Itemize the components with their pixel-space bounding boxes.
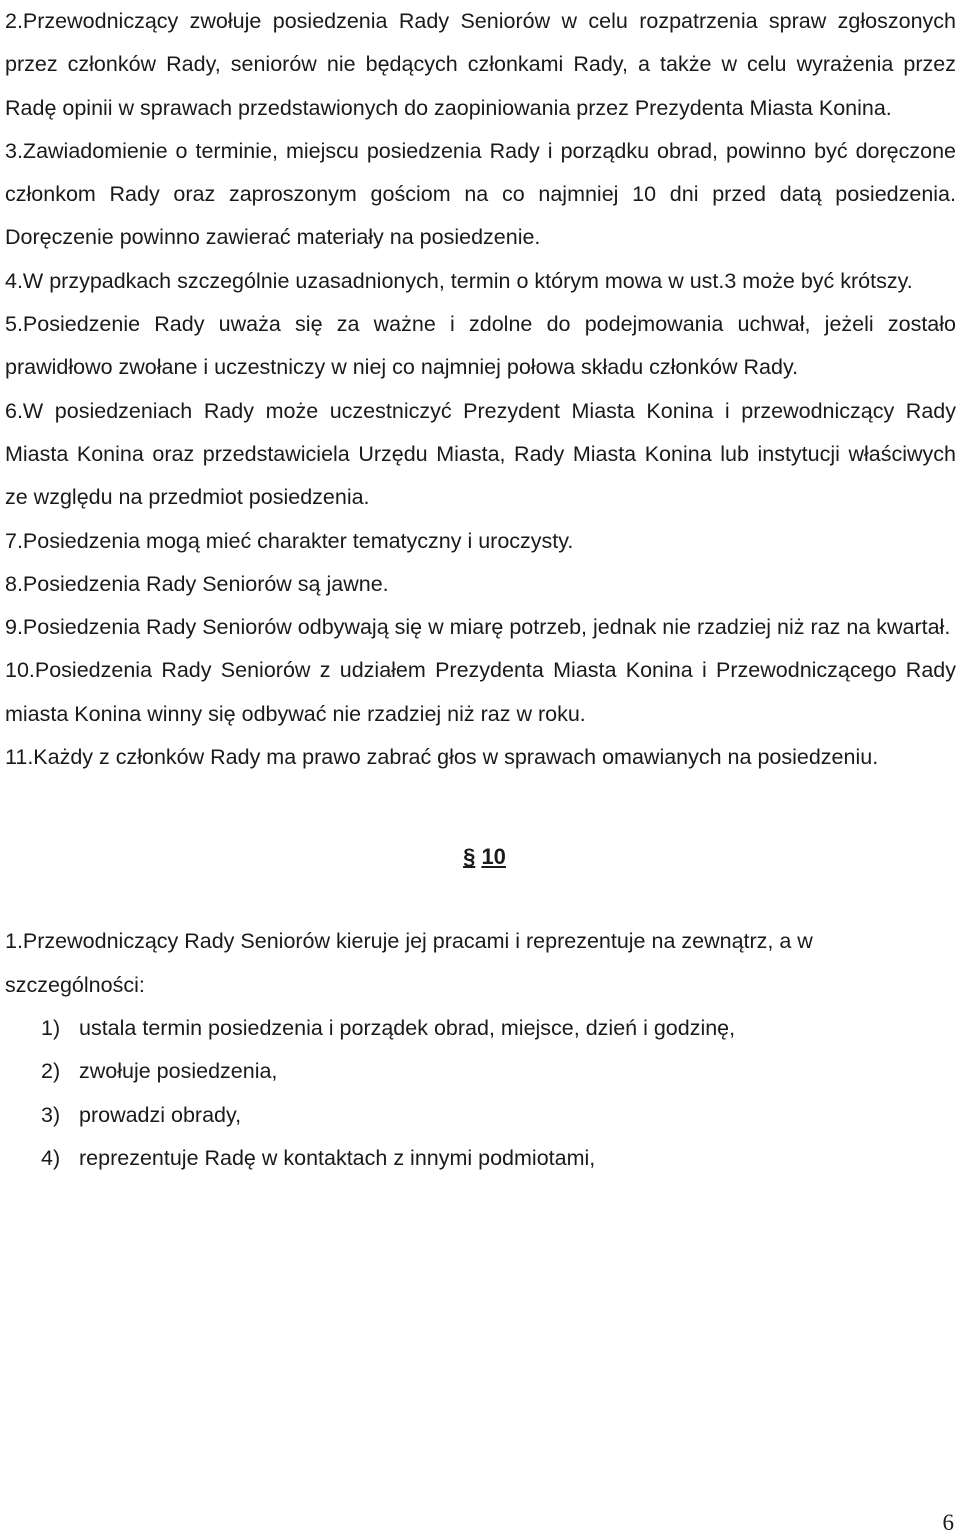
section-heading	[5, 835, 956, 878]
paragraph-5: 5.Posiedzenie Rady uważa się za ważne i zdolne do podejmowania uchwał, jeżeli zostało prawidłowo zwołane i uczestniczy w niej co najmniej połowa składu członków Rady.	[5, 312, 956, 380]
paragraph-9: 9.Posiedzenia Rady Seniorów odbywają się w miarę potrzeb, jednak nie rzadziej niż raz na kwartał.	[5, 615, 951, 640]
list-item-number: 1)	[41, 1015, 61, 1040]
paragraph-3: 3.Zawiadomienie o terminie, miejscu posiedzenia Rady i porządku obrad, powinno być doręczone członkom Rady oraz zaproszonym gościom na co najmniej 10 dni przed datą posiedzenia. Doręczenie powinno zawierać materiały na posiedzenie.	[5, 138, 956, 250]
document-page	[5, 0, 956, 1180]
list-item-number: 2)	[41, 1059, 61, 1084]
list-item	[5, 1094, 956, 1137]
list-item-number: 4)	[41, 1145, 61, 1170]
section-number: 10	[481, 844, 506, 870]
paragraph-6: 6.W posiedzeniach Rady może uczestniczyć Prezydent Miasta Konina i przewodniczący Rady Miasta Konina oraz przedstawiciela Urzędu Miasta, Rady Miasta Konina lub instytucji właściwych ze względu na przedmiot posiedzenia.	[5, 398, 956, 510]
paragraph-4: 4.W przypadkach szczególnie uzasadnionych, termin o którym mowa w ust.3 może być krótszy.	[5, 268, 913, 293]
section-symbol: §	[463, 844, 476, 870]
list-item-text: reprezentuje Radę w kontaktach z innymi podmiotami,	[79, 1145, 596, 1170]
list-item	[5, 1050, 956, 1093]
section-intro: 1.Przewodniczący Rady Seniorów kieruje jej pracami i reprezentuje na zewnątrz, a w szczególności:	[5, 929, 813, 997]
paragraph-2: 2.Przewodniczący zwołuje posiedzenia Rady Seniorów w celu rozpatrzenia spraw zgłoszonych przez członków Rady, seniorów nie będących członkami Rady, a także w celu wyrażenia przez Radę opinii w sprawach przedstawionych do zaopiniowania przez Prezydenta Miasta Konina.	[5, 9, 956, 120]
page-number: 6	[942, 1510, 954, 1535]
list-item	[5, 1137, 956, 1180]
paragraph-7: 7.Posiedzenia mogą mieć charakter tematyczny i uroczysty.	[5, 528, 574, 553]
list-item-text: zwołuje posiedzenia,	[79, 1059, 278, 1084]
paragraph-8: 8.Posiedzenia Rady Seniorów są jawne.	[5, 571, 389, 596]
list-item	[5, 1007, 956, 1050]
list-item-text: ustala termin posiedzenia i porządek obrad, miejsce, dzień i godzinę,	[79, 1015, 736, 1040]
paragraph-11: 11.Każdy z członków Rady ma prawo zabrać głos w sprawach omawianych na posiedzeniu.	[5, 745, 879, 770]
list-item-text: prowadzi obrady,	[79, 1102, 242, 1127]
duties-list	[5, 1007, 956, 1180]
paragraph-10: 10.Posiedzenia Rady Seniorów z udziałem Prezydenta Miasta Konina i Przewodniczącego Rady miasta Konina winny się odbywać nie rzadziej niż raz w roku.	[5, 658, 956, 726]
list-item-number: 3)	[41, 1102, 61, 1127]
